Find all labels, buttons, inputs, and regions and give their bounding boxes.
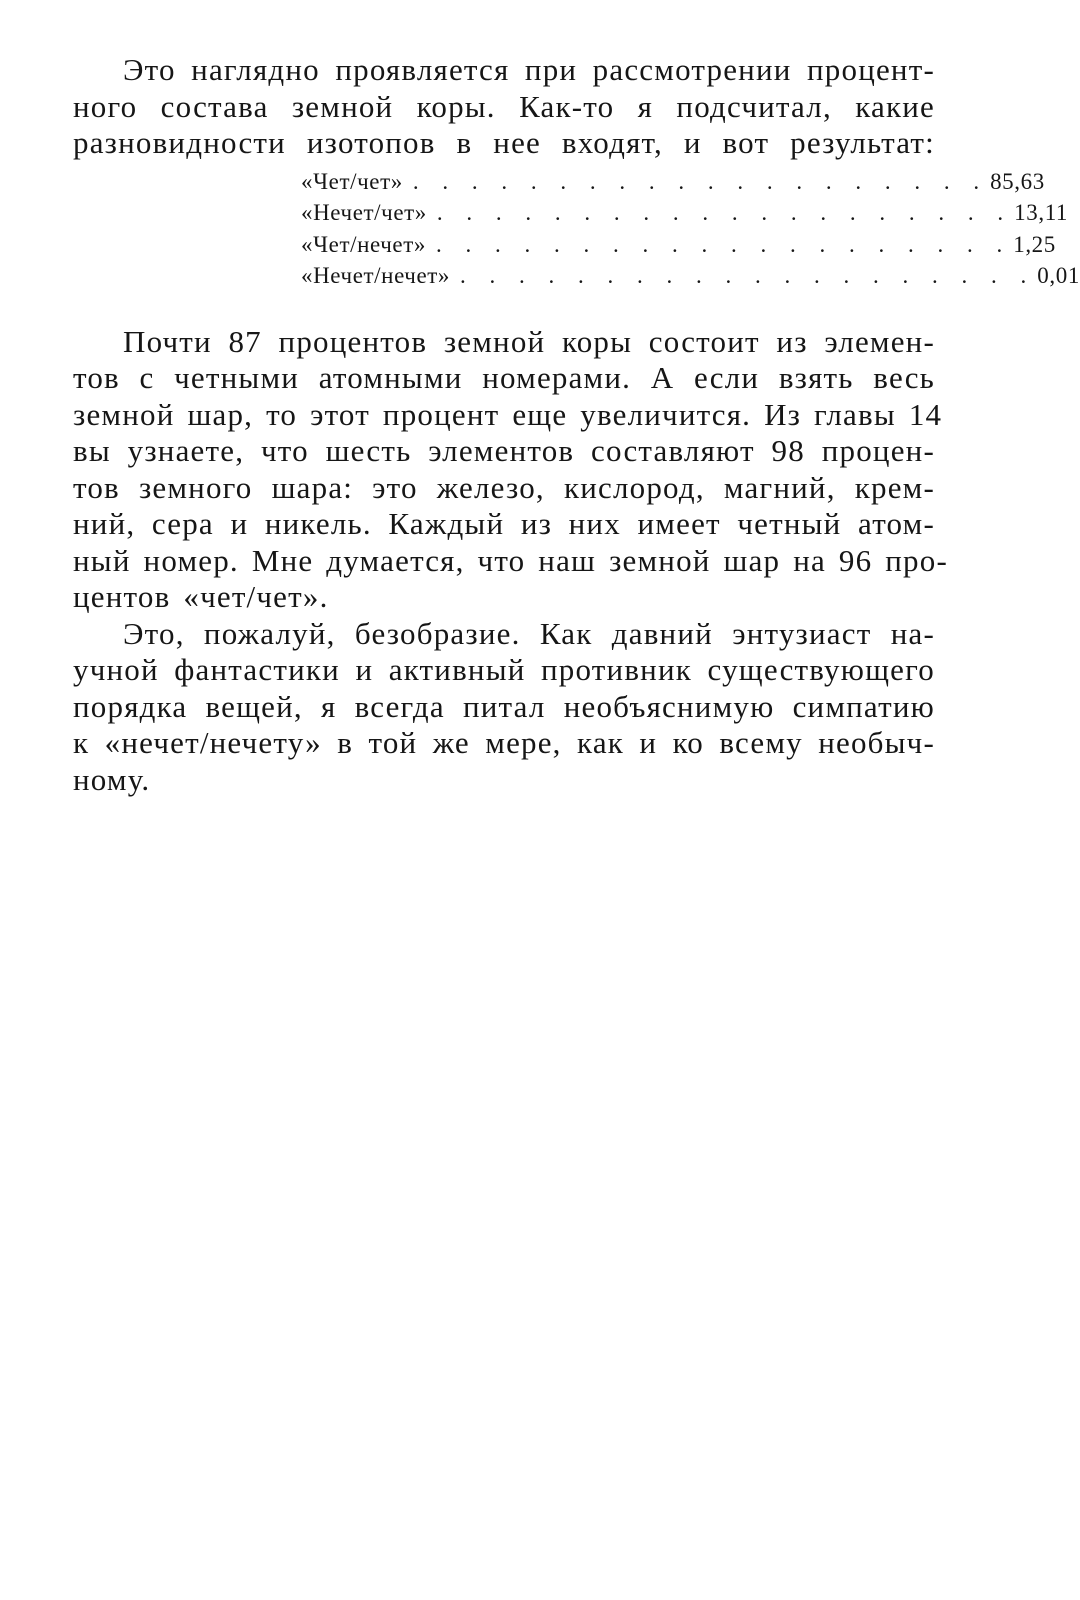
text-line: ного состава земной коры. Как-то я подсчитал, какие bbox=[73, 88, 935, 124]
row-label: «Нечет/нечет» bbox=[301, 263, 451, 288]
dot-leader: . . . . . . . . . . . . . . . . . . . . bbox=[436, 200, 1013, 225]
dot-leader: . . . . . . . . . . . . . . . . . . . . bbox=[435, 231, 1012, 257]
dot-leader: . . . . . . . . . . . . . . . . . . . . bbox=[460, 263, 1036, 288]
table-row bbox=[301, 166, 1045, 198]
row-label: «Чет/нечет» bbox=[301, 231, 426, 257]
text-line: вы узнаете, что шесть элементов составляют 98 процен- bbox=[73, 433, 935, 468]
text-line: ний, сера и никель. Каждый из них имеет четный атом- bbox=[73, 506, 935, 541]
row-value: 85,63 bbox=[990, 168, 1045, 194]
text-line: к «нечет/нечету» в той же мере, как и ко всему необыч- bbox=[73, 725, 935, 760]
intro-paragraph bbox=[73, 52, 935, 162]
row-label: «Нечет/чет» bbox=[301, 200, 427, 225]
text-line: порядка вещей, я всегда питал необъяснимую симпатию bbox=[73, 688, 935, 724]
table-row bbox=[301, 229, 1056, 261]
dot-leader: . . . . . . . . . . . . . . . . . . . . bbox=[412, 168, 989, 194]
text-line: Это наглядно проявляется при рассмотрении процент- bbox=[123, 52, 935, 87]
body-paragraph-3 bbox=[73, 616, 935, 799]
isotope-table bbox=[301, 166, 1080, 292]
text-line: Почти 87 процентов земной коры состоит из элемен- bbox=[123, 323, 935, 359]
text-line: тов земного шара: это железо, кислород, магний, крем- bbox=[73, 469, 935, 505]
text-line: разновидности изотопов в нее входят, и вот результат: bbox=[73, 125, 935, 160]
text-line: ный номер. Мне думается, что наш земной шар на 96 про- bbox=[73, 542, 948, 578]
text-line: учной фантастики и активный противник существующего bbox=[73, 652, 935, 687]
text-line: Это, пожалуй, безобразие. Как давний энтузиаст на- bbox=[123, 615, 935, 651]
row-label: «Чет/чет» bbox=[301, 168, 403, 194]
text-line: тов с четными атомными номерами. А если взять весь bbox=[73, 360, 935, 395]
book-page bbox=[73, 52, 1080, 798]
spacer bbox=[73, 292, 935, 324]
text-line: ному. bbox=[73, 761, 151, 797]
row-value: 13,11 bbox=[1014, 200, 1069, 225]
text-line: центов «чет/чет». bbox=[73, 579, 329, 614]
row-value: 1,25 bbox=[1013, 231, 1056, 257]
table-row bbox=[301, 260, 1080, 292]
text-line: земной шар, то этот процент еще увеличится. Из главы 14 bbox=[73, 396, 943, 432]
row-value: 0,01 bbox=[1037, 263, 1080, 288]
body-paragraph-2 bbox=[73, 323, 948, 616]
table-row bbox=[301, 197, 1069, 229]
